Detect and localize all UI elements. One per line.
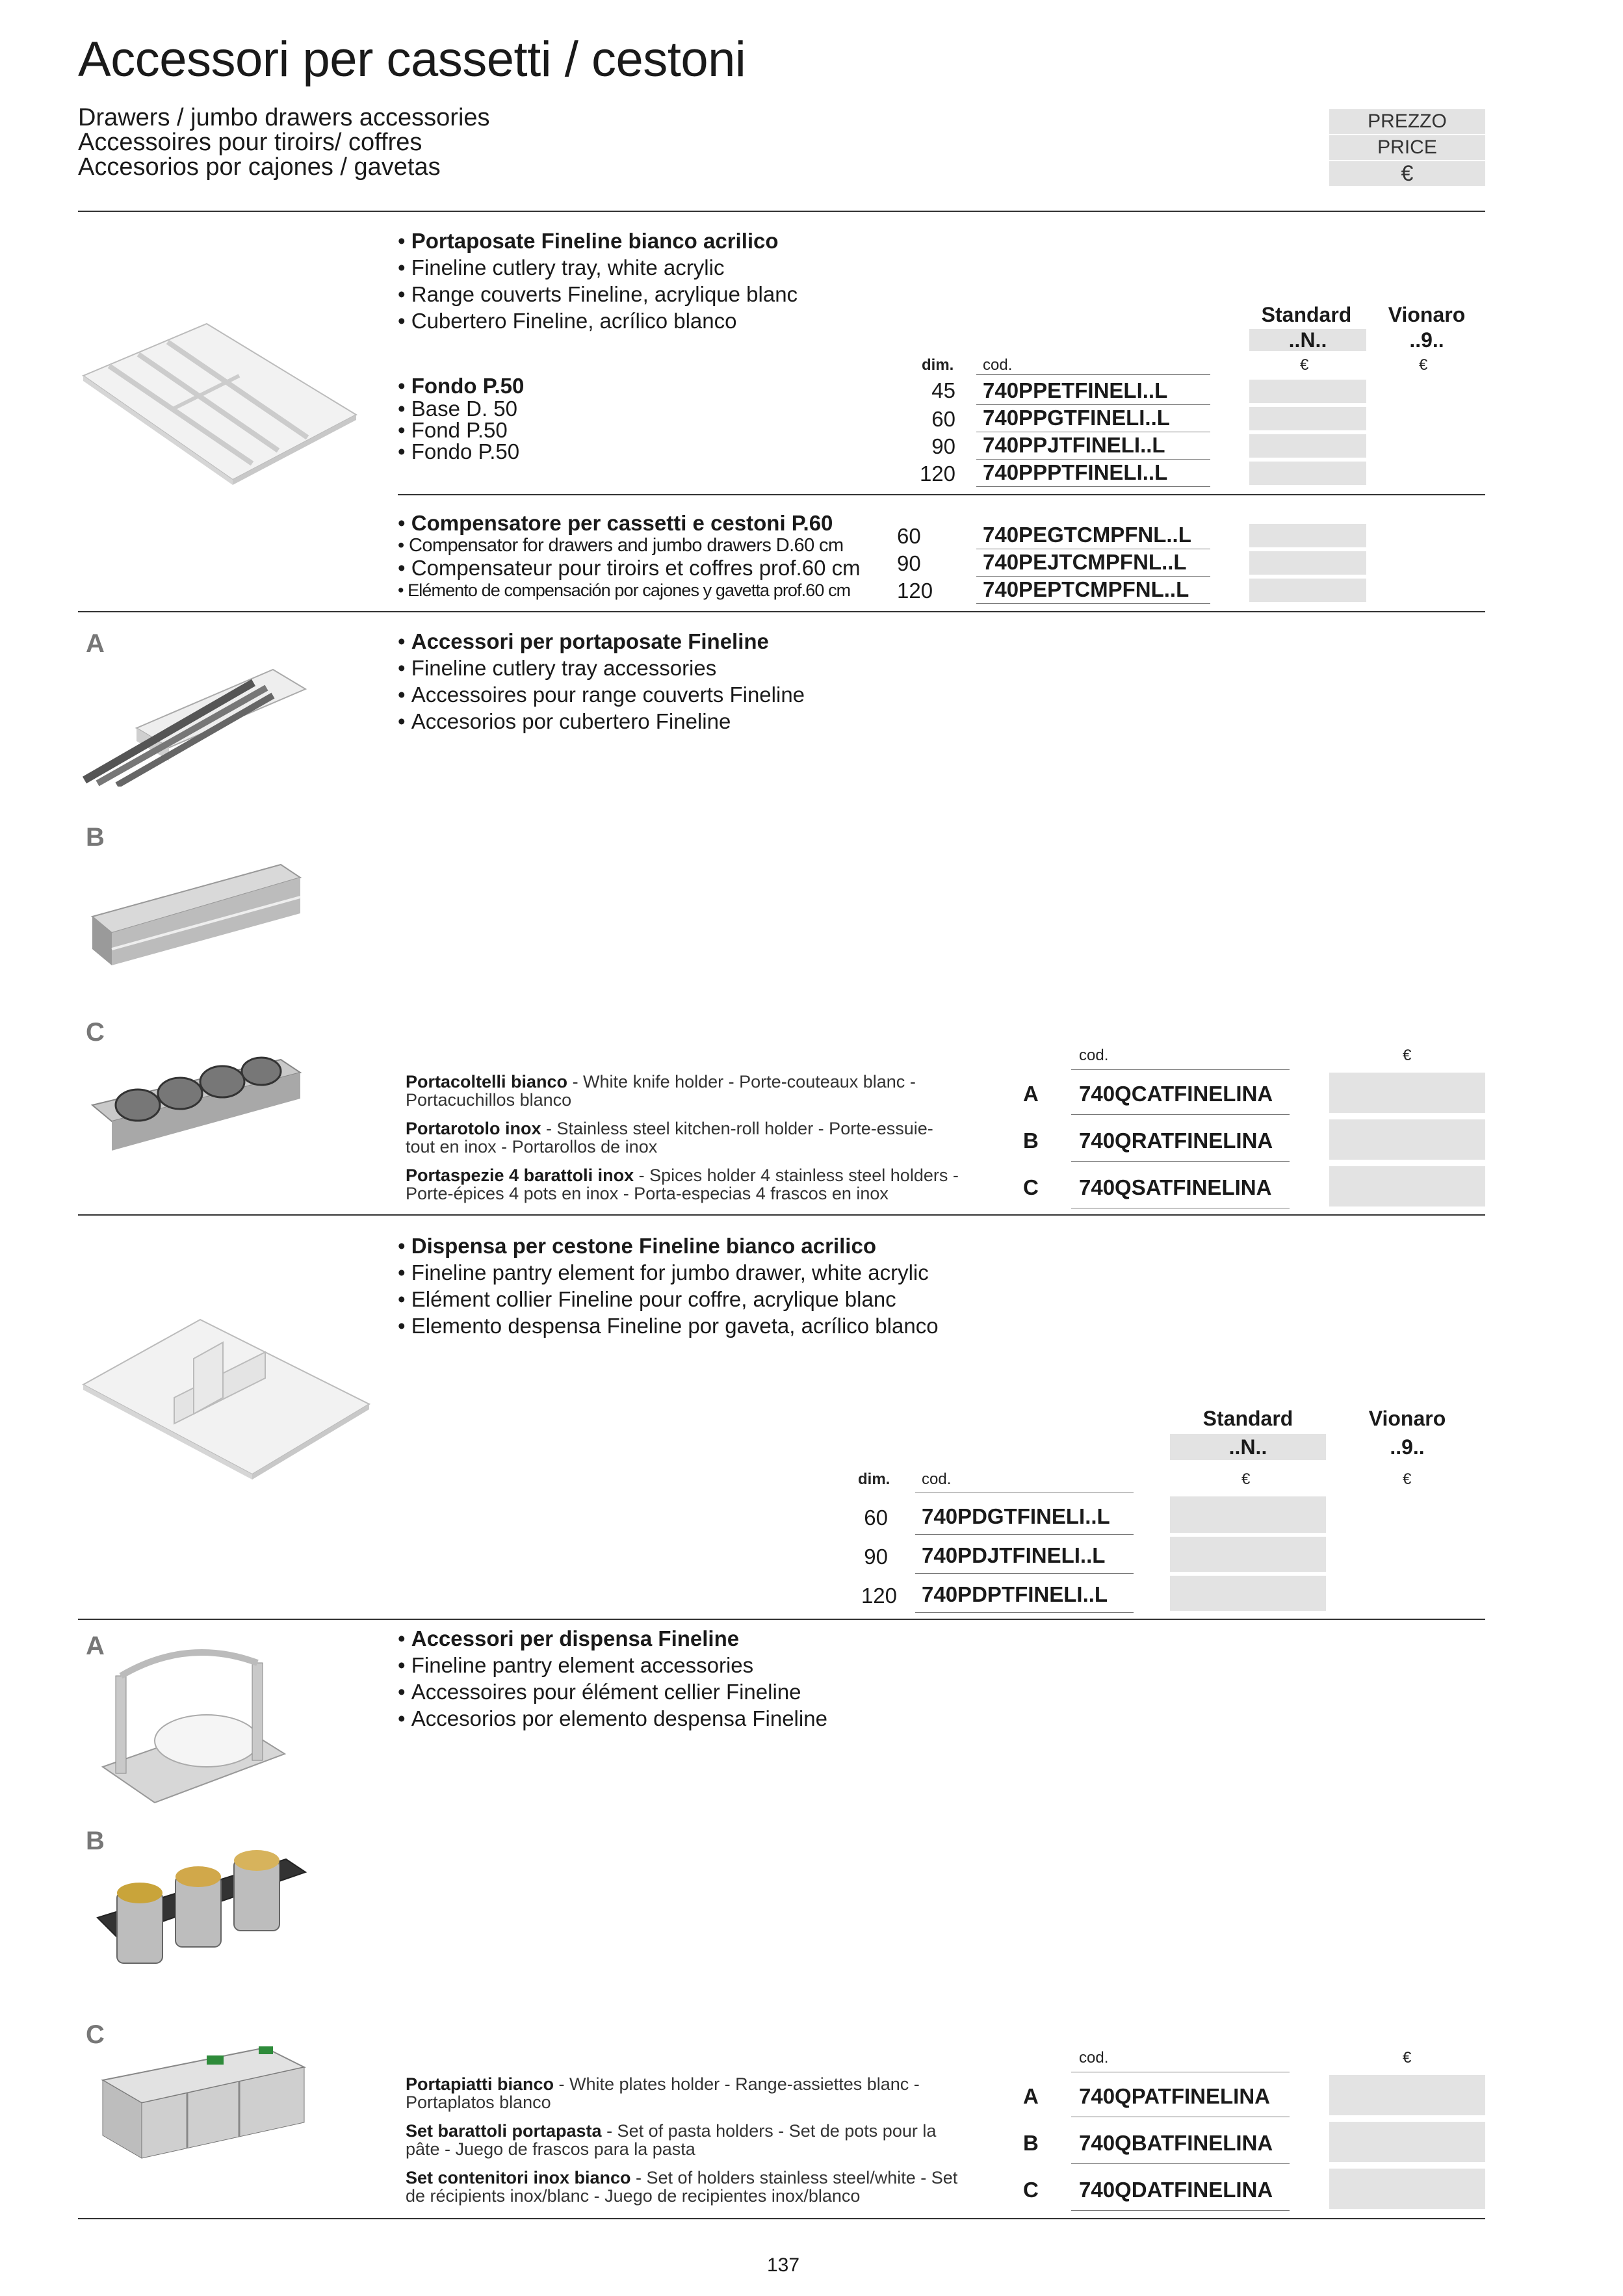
s1-bullet-list — [398, 228, 798, 334]
s4-row1-code: 740PDJTFINELI..L — [922, 1543, 1106, 1567]
s3-item-2-code: 740QSATFINELINA — [1079, 1175, 1272, 1199]
page-title: Accessori per cassetti / cestoni — [78, 32, 746, 87]
s1-sub-bullet-1: • Base D. 50 — [398, 397, 517, 421]
s2-divider — [78, 611, 1485, 612]
s3-price-cell — [1329, 1119, 1485, 1160]
s5-bullet-0: • Accessori per dispensa Fineline — [398, 1626, 740, 1650]
s3-item-0-code: 740QCATFINELINA — [1079, 1082, 1273, 1106]
s1-cod-header: cod. — [983, 356, 1013, 374]
s4-bullet-2: • Elément collier Fineline pour coffre, acrylique blanc — [398, 1287, 896, 1311]
s1-row1-code: 740PPGTFINELI..L — [983, 406, 1170, 430]
s5-divider — [78, 2218, 1485, 2219]
s1-row-rule — [976, 404, 1210, 405]
s1-price-cell — [1249, 407, 1366, 430]
s3-divider — [78, 1214, 1485, 1216]
s1-vio-code: ..9.. — [1409, 328, 1444, 352]
s2-bullet-list — [398, 511, 861, 601]
s4-vio-code: ..9.. — [1390, 1435, 1425, 1459]
s1-divider — [398, 494, 1485, 495]
s1-price-cell — [1249, 380, 1366, 403]
plate-holder-image — [96, 1643, 291, 1806]
s5-letter-a: A — [86, 1632, 105, 1660]
s3-bullet-2: • Accessoires pour range couverts Fineline — [398, 683, 805, 707]
s3-bullet-3: • Accesorios por cubertero Fineline — [398, 709, 731, 733]
subtitle-en: Drawers / jumbo drawers accessories — [78, 104, 490, 131]
s5-cod-header: cod. — [1079, 2049, 1109, 2067]
s3-letter-a: A — [86, 629, 105, 658]
s3-item-2-desc: Portaspezie 4 barattoli inox - Spices holder 4 stainless steel holders - Porte-épices 4 pots en inox - Porta-especias 4 frascos en inox — [406, 1166, 959, 1203]
s5-item-2-code: 740QDATFINELINA — [1079, 2178, 1273, 2202]
s3-bullet-0: • Accessori per portaposate Fineline — [398, 629, 769, 653]
s1-row-rule — [976, 486, 1210, 487]
s1-price-cell — [1249, 434, 1366, 458]
s5-bullet-3: • Accesorios por elemento despensa Fineline — [398, 1706, 827, 1730]
s5-item-2-desc: Set contenitori inox bianco - Set of holders stainless steel/white - Set de récipients inox/blanc - Juego de recipientes inox/blanco — [406, 2168, 958, 2206]
s4-divider — [78, 1619, 1485, 1620]
s5-price-cell — [1329, 2075, 1485, 2115]
s2-row2-dim: 120 — [897, 579, 933, 603]
s1-row2-code: 740PPJTFINELI..L — [983, 433, 1165, 457]
s2-bullet-0: • Compensatore per cassetti e cestoni P.60 — [398, 511, 833, 535]
s4-row1-dim: 90 — [864, 1545, 888, 1569]
s3-bullet-1: • Fineline cutlery tray accessories — [398, 656, 717, 680]
s1-dim-header: dim. — [922, 356, 954, 374]
s4-price-cell — [1170, 1537, 1326, 1572]
s1-col-standard: Standard — [1261, 303, 1352, 326]
s3-cod-header: cod. — [1079, 1047, 1109, 1064]
s1-vio-eur: € — [1419, 356, 1428, 374]
s2-price-cell — [1249, 551, 1366, 575]
s4-col-vionaro: Vionaro — [1368, 1407, 1446, 1430]
s2-row0-code: 740PEGTCMPFNL..L — [983, 523, 1191, 547]
s2-row-rule — [976, 603, 1210, 604]
pasta-holders-image — [91, 1846, 312, 1976]
s5-price-cell — [1329, 2122, 1485, 2162]
s4-row-rule — [915, 1573, 1134, 1574]
s3-item-1-code: 740QRATFINELINA — [1079, 1128, 1273, 1153]
s3-letter-b: B — [86, 823, 105, 852]
s1-row3-dim: 120 — [919, 462, 955, 486]
s1-row-rule — [976, 374, 1210, 375]
s2-row0-dim: 60 — [897, 524, 921, 548]
knife-holder-image — [78, 657, 312, 787]
s4-dim-header: dim. — [858, 1470, 890, 1488]
s4-price-cell — [1170, 1576, 1326, 1611]
price-label-en: PRICE — [1329, 135, 1485, 160]
s5-item-0-letter: A — [1023, 2084, 1039, 2108]
s5-bullet-1: • Fineline pantry element accessories — [398, 1653, 754, 1677]
subtitle-es: Accesorios por cajones / gavetas — [78, 153, 441, 181]
subtitle-fr: Accessoires pour tiroirs/ coffres — [78, 129, 422, 156]
s4-col-standard: Standard — [1202, 1407, 1293, 1430]
price-currency: € — [1329, 161, 1485, 186]
s4-std-eur: € — [1241, 1470, 1251, 1488]
s5-bullet-2: • Accessoires pour élément cellier Fineline — [398, 1680, 801, 1704]
s4-bullet-3: • Elemento despensa Fineline por gaveta, acrílico blanco — [398, 1314, 939, 1338]
s1-row-rule — [976, 459, 1210, 460]
s5-row-rule — [1071, 2163, 1290, 2164]
s3-price-cell — [1329, 1166, 1485, 1207]
s2-price-cell — [1249, 579, 1366, 602]
s1-sub-bullet-3: • Fondo P.50 — [398, 439, 520, 463]
s4-bullet-1: • Fineline pantry element for jumbo drawer, white acrylic — [398, 1260, 929, 1285]
s3-row-rule — [1071, 1114, 1290, 1115]
s4-row-rule — [915, 1612, 1134, 1613]
s3-item-2-letter: C — [1023, 1175, 1039, 1199]
s4-row0-dim: 60 — [864, 1506, 888, 1530]
s3-row-rule — [1071, 1069, 1290, 1070]
pantry-element-image — [77, 1307, 376, 1482]
s5-item-1-desc: Set barattoli portapasta - Set of pasta holders - Set de pots pour la pâte - Juego de frascos para la pasta — [406, 2121, 937, 2159]
s4-price-cell — [1170, 1496, 1326, 1533]
s2-bullet-3: • Elémento de compensación por cajones y gavetta prof.60 cm — [398, 581, 851, 600]
cutlery-tray-image — [77, 317, 363, 486]
s1-sub-bullet-0: • Fondo P.50 — [398, 374, 525, 398]
s3-eur-header: € — [1403, 1047, 1412, 1064]
s4-row0-code: 740PDGTFINELI..L — [922, 1504, 1110, 1528]
s1-sub-bullet-list — [398, 374, 524, 462]
s5-letter-c: C — [86, 2020, 105, 2049]
s5-item-2-letter: C — [1023, 2178, 1039, 2202]
s3-item-0-letter: A — [1023, 1082, 1039, 1106]
s3-item-1-letter: B — [1023, 1128, 1039, 1153]
s5-item-1-letter: B — [1023, 2131, 1039, 2155]
s2-row-rule — [976, 576, 1210, 577]
s1-row0-dim: 45 — [931, 378, 955, 402]
s3-item-0-desc: Portacoltelli bianco - White knife holder - Porte-couteaux blanc - Portacuchillos blanco — [406, 1072, 916, 1110]
s1-row0-code: 740PPETFINELI..L — [983, 378, 1168, 402]
s5-price-cell — [1329, 2169, 1485, 2209]
s2-row1-dim: 90 — [897, 551, 921, 575]
s3-bullet-list — [398, 628, 805, 735]
s1-price-cell — [1249, 462, 1366, 485]
s1-sub-bullet-2: • Fond P.50 — [398, 418, 508, 442]
s1-row2-dim: 90 — [931, 434, 955, 458]
roll-holder-image — [86, 852, 307, 969]
s5-eur-header: € — [1403, 2049, 1412, 2067]
s5-bullet-list — [398, 1625, 827, 1732]
s4-bullet-0: • Dispensa per cestone Fineline bianco acrilico — [398, 1234, 876, 1258]
s2-row2-code: 740PEPTCMPFNL..L — [983, 577, 1189, 601]
s2-price-cell — [1249, 524, 1366, 547]
s1-col-vionaro: Vionaro — [1388, 303, 1466, 326]
s1-bullet-1: • Fineline cutlery tray, white acrylic — [398, 255, 725, 280]
s4-cod-header: cod. — [922, 1470, 952, 1488]
s4-row-rule — [915, 1534, 1134, 1535]
header-divider — [78, 211, 1485, 212]
s3-letter-c: C — [86, 1018, 105, 1047]
s5-item-1-code: 740QBATFINELINA — [1079, 2131, 1273, 2155]
s3-price-cell — [1329, 1073, 1485, 1113]
s3-row-rule — [1071, 1161, 1290, 1162]
spice-holder-image — [86, 1047, 307, 1164]
s3-item-1-desc: Portarotolo inox - Stainless steel kitchen-roll holder - Porte-essuie- tout en inox - Portarollos de inox — [406, 1119, 933, 1156]
s1-bullet-0: • Portaposate Fineline bianco acrilico — [398, 229, 779, 253]
s4-std-code: ..N.. — [1170, 1434, 1326, 1460]
s5-item-0-desc: Portapiatti bianco - White plates holder - Range-assiettes blanc - Portaplatos blanco — [406, 2074, 920, 2112]
s4-row2-dim: 120 — [861, 1584, 897, 1608]
s1-bullet-3: • Cubertero Fineline, acrílico blanco — [398, 309, 737, 333]
s4-row2-code: 740PDPTFINELI..L — [922, 1582, 1108, 1606]
s2-bullet-2: • Compensateur pour tiroirs et coffres prof.60 cm — [398, 556, 861, 580]
s5-row-rule — [1071, 2210, 1290, 2211]
s4-bullet-list — [398, 1233, 939, 1339]
price-label-it: PREZZO — [1329, 109, 1485, 134]
holders-set-image — [96, 2041, 311, 2171]
page-number: 137 — [767, 2254, 800, 2276]
s4-vio-eur: € — [1403, 1470, 1412, 1488]
s1-row3-code: 740PPPTFINELI..L — [983, 460, 1168, 484]
s2-bullet-1: • Compensator for drawers and jumbo drawers D.60 cm — [398, 535, 844, 556]
s5-letter-b: B — [86, 1827, 105, 1855]
s2-row1-code: 740PEJTCMPFNL..L — [983, 550, 1187, 574]
s1-bullet-2: • Range couverts Fineline, acrylique blanc — [398, 282, 798, 306]
s5-item-0-code: 740QPATFINELINA — [1079, 2084, 1270, 2108]
s1-row1-dim: 60 — [931, 407, 955, 431]
s1-std-eur: € — [1300, 356, 1309, 374]
s1-std-code: ..N.. — [1249, 329, 1366, 351]
